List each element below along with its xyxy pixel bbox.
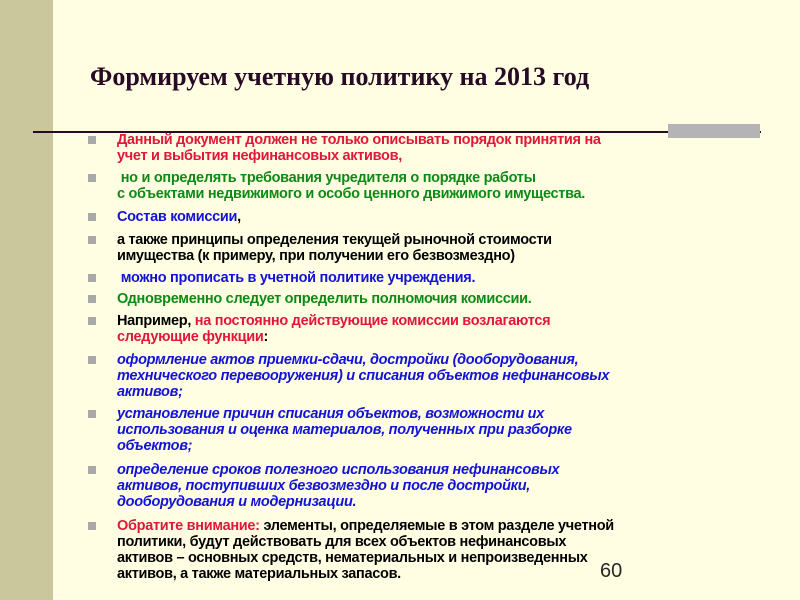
text-line: элементы, определяемые в этом разделе учетной (259, 518, 614, 534)
text-blue: Состав комиссии (117, 209, 238, 225)
text-line: использования и оценка материалов, полученных при разборке (117, 422, 572, 438)
text-red: Обратите внимание: (117, 518, 260, 534)
page-number: 60 (600, 560, 623, 582)
text-line: технического перевооружения) и списания объектов нефинансовых (117, 368, 610, 384)
text-black: : (263, 329, 268, 345)
text-red: следующие функции (117, 329, 264, 345)
slide-title: Формируем учетную политику на 2013 год (90, 62, 590, 91)
text-line: с объектами недвижимого и особо ценного движимого имущества. (117, 186, 586, 202)
text-line: но и определять требования учредителя о порядке работы (117, 170, 536, 186)
text-line: активов, а также материальных запасов. (117, 566, 401, 582)
bullet-square-icon (88, 356, 96, 364)
text-line: дооборудования и модернизации. (117, 494, 357, 510)
text-line: можно прописать в учетной политике учреждения. (117, 270, 476, 286)
bullet-square-icon (88, 522, 96, 530)
bullet-square-icon (88, 174, 96, 182)
bullet-square-icon (88, 317, 96, 325)
text-line: определение сроков полезного использования нефинансовых (117, 462, 560, 478)
text-black: , (237, 209, 241, 225)
left-decorative-bar (0, 0, 53, 600)
text-line: активов; (117, 384, 183, 400)
bullet-square-icon (88, 236, 96, 244)
text-line: активов – основных средств, нематериальных и непроизведенных (117, 550, 588, 566)
text-line: установление причин списания объектов, возможности их (117, 406, 544, 422)
bullet-square-icon (88, 466, 96, 474)
text-line: объектов; (117, 438, 193, 454)
text-line: имущества (к примеру, при получении его безвозмездно) (117, 248, 515, 264)
text-line: а также принципы определения текущей рыночной стоимости (117, 232, 552, 248)
text-line: оформление актов приемки-сдачи, достройки (дооборудования, (117, 352, 579, 368)
text-black: Например, (117, 313, 195, 329)
bullet-square-icon (88, 295, 96, 303)
text-line: политики, будут действовать для всех объектов нефинансовых (117, 534, 567, 550)
text-line: Данный документ должен не только описывать порядок принятия на (117, 132, 601, 148)
bullet-square-icon (88, 136, 96, 144)
bullet-square-icon (88, 274, 96, 282)
text-line: Одновременно следует определить полномочия комиссии. (117, 291, 532, 307)
decorative-gray-block (668, 124, 760, 138)
text-line: активов, поступивших безвозмездно и после достройки, (117, 478, 531, 494)
text-line: учет и выбытия нефинансовых активов, (117, 148, 402, 164)
text-red: на постоянно действующие комиссии возлагаются (194, 313, 551, 329)
bullet-square-icon (88, 410, 96, 418)
bullet-square-icon (88, 213, 96, 221)
